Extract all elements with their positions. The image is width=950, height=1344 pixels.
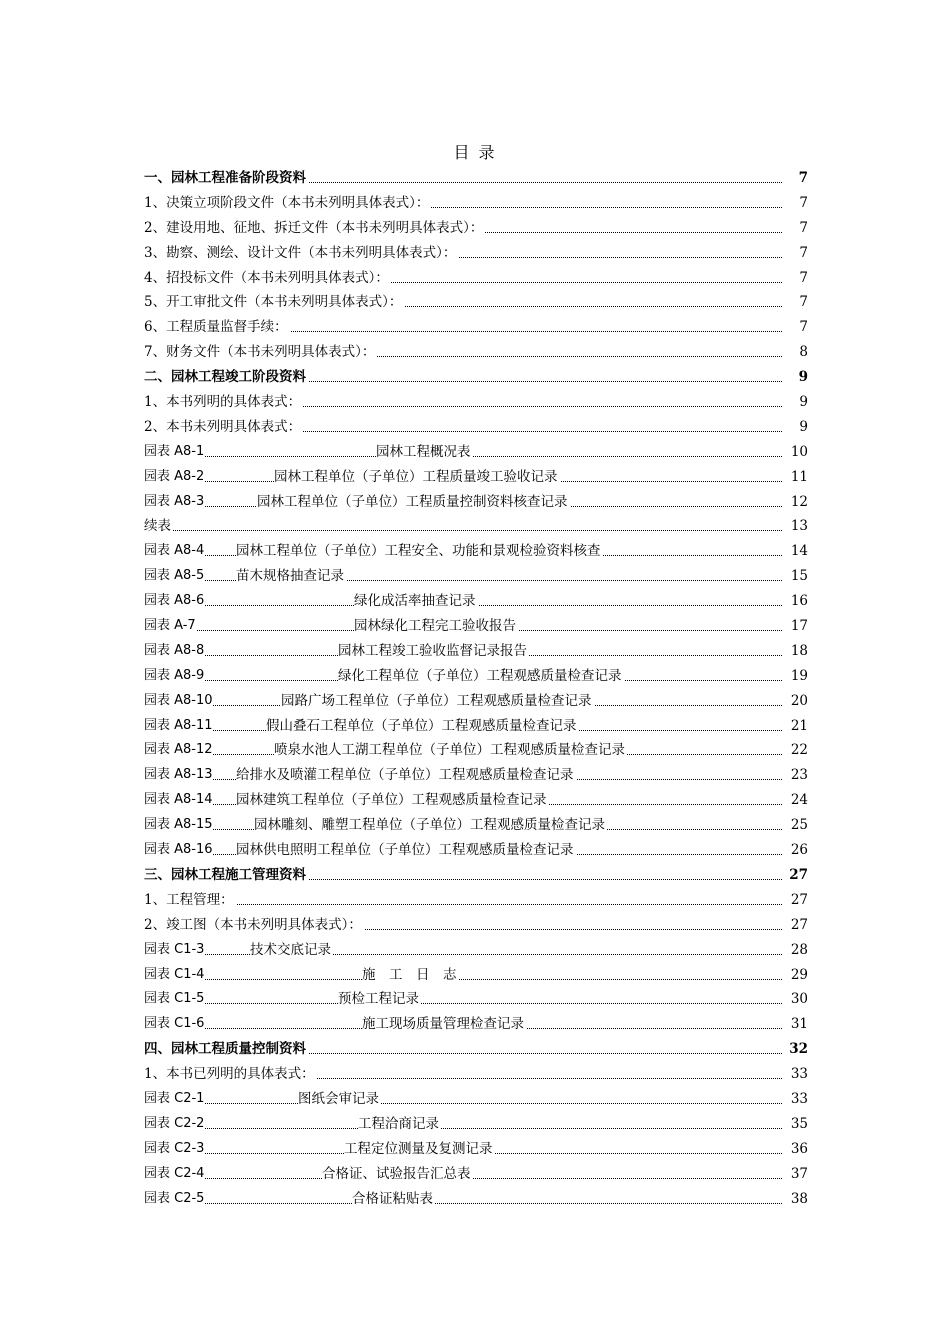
dot-leader — [144, 888, 782, 905]
form-name: 预检工程记录 — [338, 987, 421, 1012]
toc-entry[interactable] — [144, 714, 808, 739]
page-number: 7 — [797, 266, 808, 291]
toc-entry[interactable] — [144, 266, 808, 291]
toc-entry[interactable] — [144, 763, 808, 788]
form-code: 园表 A8-4 — [144, 539, 204, 564]
toc-entry[interactable] — [144, 913, 808, 938]
page-number: 19 — [789, 664, 808, 689]
form-code: 园表 A8-9 — [144, 664, 204, 689]
form-code: 园表 A8-8 — [144, 639, 204, 664]
page-number: 32 — [787, 1037, 808, 1062]
page-number: 7 — [797, 166, 808, 191]
page-number: 36 — [789, 1137, 808, 1162]
form-code: 园表 C1-3 — [144, 938, 204, 963]
toc-entry[interactable] — [144, 241, 808, 266]
page-number: 23 — [789, 763, 808, 788]
page-number: 11 — [789, 465, 808, 490]
form-name: 给排水及喷灌工程单位（子单位）工程观感质量检查记录 — [236, 763, 576, 788]
entry-text: 续表 — [144, 514, 173, 539]
page-number: 20 — [789, 689, 808, 714]
page-number: 29 — [789, 963, 808, 988]
toc-entry[interactable] — [144, 888, 808, 913]
page-number: 14 — [789, 539, 808, 564]
toc-entry[interactable] — [144, 290, 808, 315]
toc-entry[interactable] — [144, 863, 808, 888]
toc-entry[interactable] — [144, 589, 808, 614]
toc-entry[interactable] — [144, 664, 808, 689]
toc-entry[interactable] — [144, 465, 808, 490]
entry-text: 4、招投标文件（本书未列明具体表式）： — [144, 266, 391, 291]
form-name: 工程洽商记录 — [358, 1112, 441, 1137]
form-code: 园表 A8-13 — [144, 763, 213, 788]
page-number: 21 — [789, 714, 808, 739]
dot-leader — [144, 514, 782, 531]
page-number: 26 — [789, 838, 808, 863]
toc-entry[interactable] — [144, 539, 808, 564]
page-number: 7 — [797, 241, 808, 266]
form-code: 园表 A8-10 — [144, 689, 213, 714]
form-name: 园林供电照明工程单位（子单位）工程观感质量检查记录 — [236, 838, 576, 863]
form-name: 喷泉水池人工湖工程单位（子单位）工程观感质量检查记录 — [274, 738, 627, 763]
form-name: 园林工程竣工验收监督记录报告 — [338, 639, 529, 664]
page-number: 8 — [797, 340, 808, 365]
form-code: 园表 A8-16 — [144, 838, 213, 863]
toc-entry[interactable] — [144, 838, 808, 863]
form-code: 园表 C1-4 — [144, 963, 204, 988]
page-number: 7 — [797, 216, 808, 241]
page-number: 16 — [789, 589, 808, 614]
form-code: 园表 A-7 — [144, 614, 196, 639]
entry-text: 1、决策立项阶段文件（本书未列明具体表式）： — [144, 191, 431, 216]
form-name: 施 工 日 志 — [362, 963, 459, 988]
form-code: 园表 A8-15 — [144, 813, 213, 838]
form-name: 园林工程概况表 — [376, 440, 473, 465]
form-code: 园表 A8-5 — [144, 564, 204, 589]
table-of-contents — [144, 166, 808, 1211]
entry-text: 2、建设用地、征地、拆迁文件（本书未列明具体表式）： — [144, 216, 485, 241]
section-heading: 三、园林工程施工管理资料 — [144, 863, 308, 888]
entry-text: 7、财务文件（本书未列明具体表式）： — [144, 340, 377, 365]
page-number: 9 — [797, 415, 808, 440]
form-code: 园表 A8-6 — [144, 589, 204, 614]
dot-leader — [144, 1112, 782, 1129]
form-name: 图纸会审记录 — [298, 1087, 381, 1112]
toc-entry[interactable] — [144, 1037, 808, 1062]
page-number: 13 — [789, 514, 808, 539]
dot-leader — [144, 987, 782, 1004]
entry-text: 1、工程管理： — [144, 888, 236, 913]
form-code: 园表 C1-5 — [144, 987, 204, 1012]
toc-entry[interactable] — [144, 1062, 808, 1087]
dot-leader — [144, 1087, 782, 1104]
section-heading: 二、园林工程竣工阶段资料 — [144, 365, 308, 390]
form-code: 园表 C2-3 — [144, 1137, 204, 1162]
page-number: 27 — [787, 863, 808, 888]
toc-entry[interactable] — [144, 963, 808, 988]
toc-entry[interactable] — [144, 1137, 808, 1162]
form-code: 园表 A8-11 — [144, 714, 213, 739]
page-number: 7 — [797, 191, 808, 216]
page-number: 9 — [797, 365, 808, 390]
toc-entry[interactable] — [144, 614, 808, 639]
toc-entry[interactable] — [144, 490, 808, 515]
toc-entry[interactable] — [144, 738, 808, 763]
form-name: 园路广场工程单位（子单位）工程观感质量检查记录 — [281, 689, 594, 714]
toc-entry[interactable] — [144, 1162, 808, 1187]
dot-leader — [144, 1187, 782, 1204]
form-name: 园林建筑工程单位（子单位）工程观感质量检查记录 — [236, 788, 549, 813]
toc-entry[interactable] — [144, 564, 808, 589]
section-heading: 一、园林工程准备阶段资料 — [144, 166, 308, 191]
form-name: 合格证、试验报告汇总表 — [322, 1162, 473, 1187]
toc-entry[interactable] — [144, 689, 808, 714]
toc-entry[interactable] — [144, 1087, 808, 1112]
page-number: 17 — [789, 614, 808, 639]
form-name: 技术交底记录 — [250, 938, 333, 963]
page-number: 33 — [789, 1087, 808, 1112]
entry-text: 3、勘察、测绘、设计文件（本书未列明具体表式）： — [144, 241, 458, 266]
toc-entry[interactable] — [144, 788, 808, 813]
form-name: 园林绿化工程完工验收报告 — [354, 614, 518, 639]
toc-entry[interactable] — [144, 415, 808, 440]
form-code: 园表 A8-14 — [144, 788, 213, 813]
entry-text: 1、本书列明的具体表式： — [144, 390, 303, 415]
toc-entry[interactable] — [144, 813, 808, 838]
form-name: 园林工程单位（子单位）工程质量控制资料核查记录 — [257, 490, 570, 515]
form-name: 假山叠石工程单位（子单位）工程观感质量检查记录 — [266, 714, 579, 739]
page-number: 27 — [789, 888, 808, 913]
page-number: 15 — [789, 564, 808, 589]
entry-text: 6、工程质量监督手续： — [144, 315, 290, 340]
form-code: 园表 A8-12 — [144, 738, 213, 763]
form-code: 园表 A8-3 — [144, 490, 204, 515]
toc-entry[interactable] — [144, 216, 808, 241]
form-code: 园表 C2-2 — [144, 1112, 204, 1137]
form-code: 园表 C1-6 — [144, 1012, 204, 1037]
form-code: 园表 C2-4 — [144, 1162, 204, 1187]
form-name: 园林雕刻、雕塑工程单位（子单位）工程观感质量检查记录 — [254, 813, 607, 838]
toc-entry[interactable] — [144, 938, 808, 963]
form-code: 园表 C2-1 — [144, 1087, 204, 1112]
form-name: 园林工程单位（子单位）工程质量竣工验收记录 — [274, 465, 560, 490]
toc-entry[interactable] — [144, 1012, 808, 1037]
toc-entry[interactable] — [144, 340, 808, 365]
page-number: 7 — [797, 315, 808, 340]
form-name: 工程定位测量及复测记录 — [344, 1137, 495, 1162]
toc-entry[interactable] — [144, 365, 808, 390]
form-code: 园表 A8-2 — [144, 465, 204, 490]
form-name: 绿化工程单位（子单位）工程观感质量检查记录 — [338, 664, 624, 689]
entry-text: 1、本书已列明的具体表式： — [144, 1062, 317, 1087]
page-number: 30 — [789, 987, 808, 1012]
section-heading: 四、园林工程质量控制资料 — [144, 1037, 308, 1062]
toc-entry[interactable] — [144, 166, 808, 191]
form-code: 园表 C2-5 — [144, 1187, 204, 1212]
page-number: 31 — [789, 1012, 808, 1037]
page-number: 33 — [789, 1062, 808, 1087]
form-name: 绿化成活率抽查记录 — [354, 589, 478, 614]
page-number: 10 — [789, 440, 808, 465]
page-number: 18 — [789, 639, 808, 664]
toc-entry[interactable] — [144, 1112, 808, 1137]
page-number: 22 — [789, 738, 808, 763]
entry-text: 2、竣工图（本书未列明具体表式）： — [144, 913, 364, 938]
page-number: 9 — [797, 390, 808, 415]
toc-entry[interactable] — [144, 639, 808, 664]
toc-entry[interactable] — [144, 1187, 808, 1212]
toc-entry[interactable] — [144, 315, 808, 340]
page-number: 37 — [789, 1162, 808, 1187]
page-number: 7 — [797, 290, 808, 315]
toc-entry[interactable] — [144, 987, 808, 1012]
form-name: 施工现场质量管理检查记录 — [362, 1012, 526, 1037]
page-number: 27 — [789, 913, 808, 938]
toc-entry[interactable] — [144, 390, 808, 415]
page-number: 35 — [789, 1112, 808, 1137]
page-number: 25 — [789, 813, 808, 838]
dot-leader — [144, 963, 782, 980]
toc-entry[interactable] — [144, 191, 808, 216]
form-name: 园林工程单位（子单位）工程安全、功能和景观检验资料核查 — [236, 539, 603, 564]
entry-text: 5、开工审批文件（本书未列明具体表式）： — [144, 290, 404, 315]
page-number: 12 — [789, 490, 808, 515]
form-name: 合格证粘贴表 — [352, 1187, 435, 1212]
dot-leader — [144, 938, 782, 955]
form-name: 苗木规格抽查记录 — [236, 564, 346, 589]
form-code: 园表 A8-1 — [144, 440, 204, 465]
page-title: 目 录 — [453, 143, 497, 162]
page-number: 28 — [789, 938, 808, 963]
page-number: 24 — [789, 788, 808, 813]
entry-text: 2、本书未列明具体表式： — [144, 415, 303, 440]
toc-entry[interactable] — [144, 440, 808, 465]
page-number: 38 — [789, 1187, 808, 1212]
toc-entry[interactable] — [144, 514, 808, 539]
